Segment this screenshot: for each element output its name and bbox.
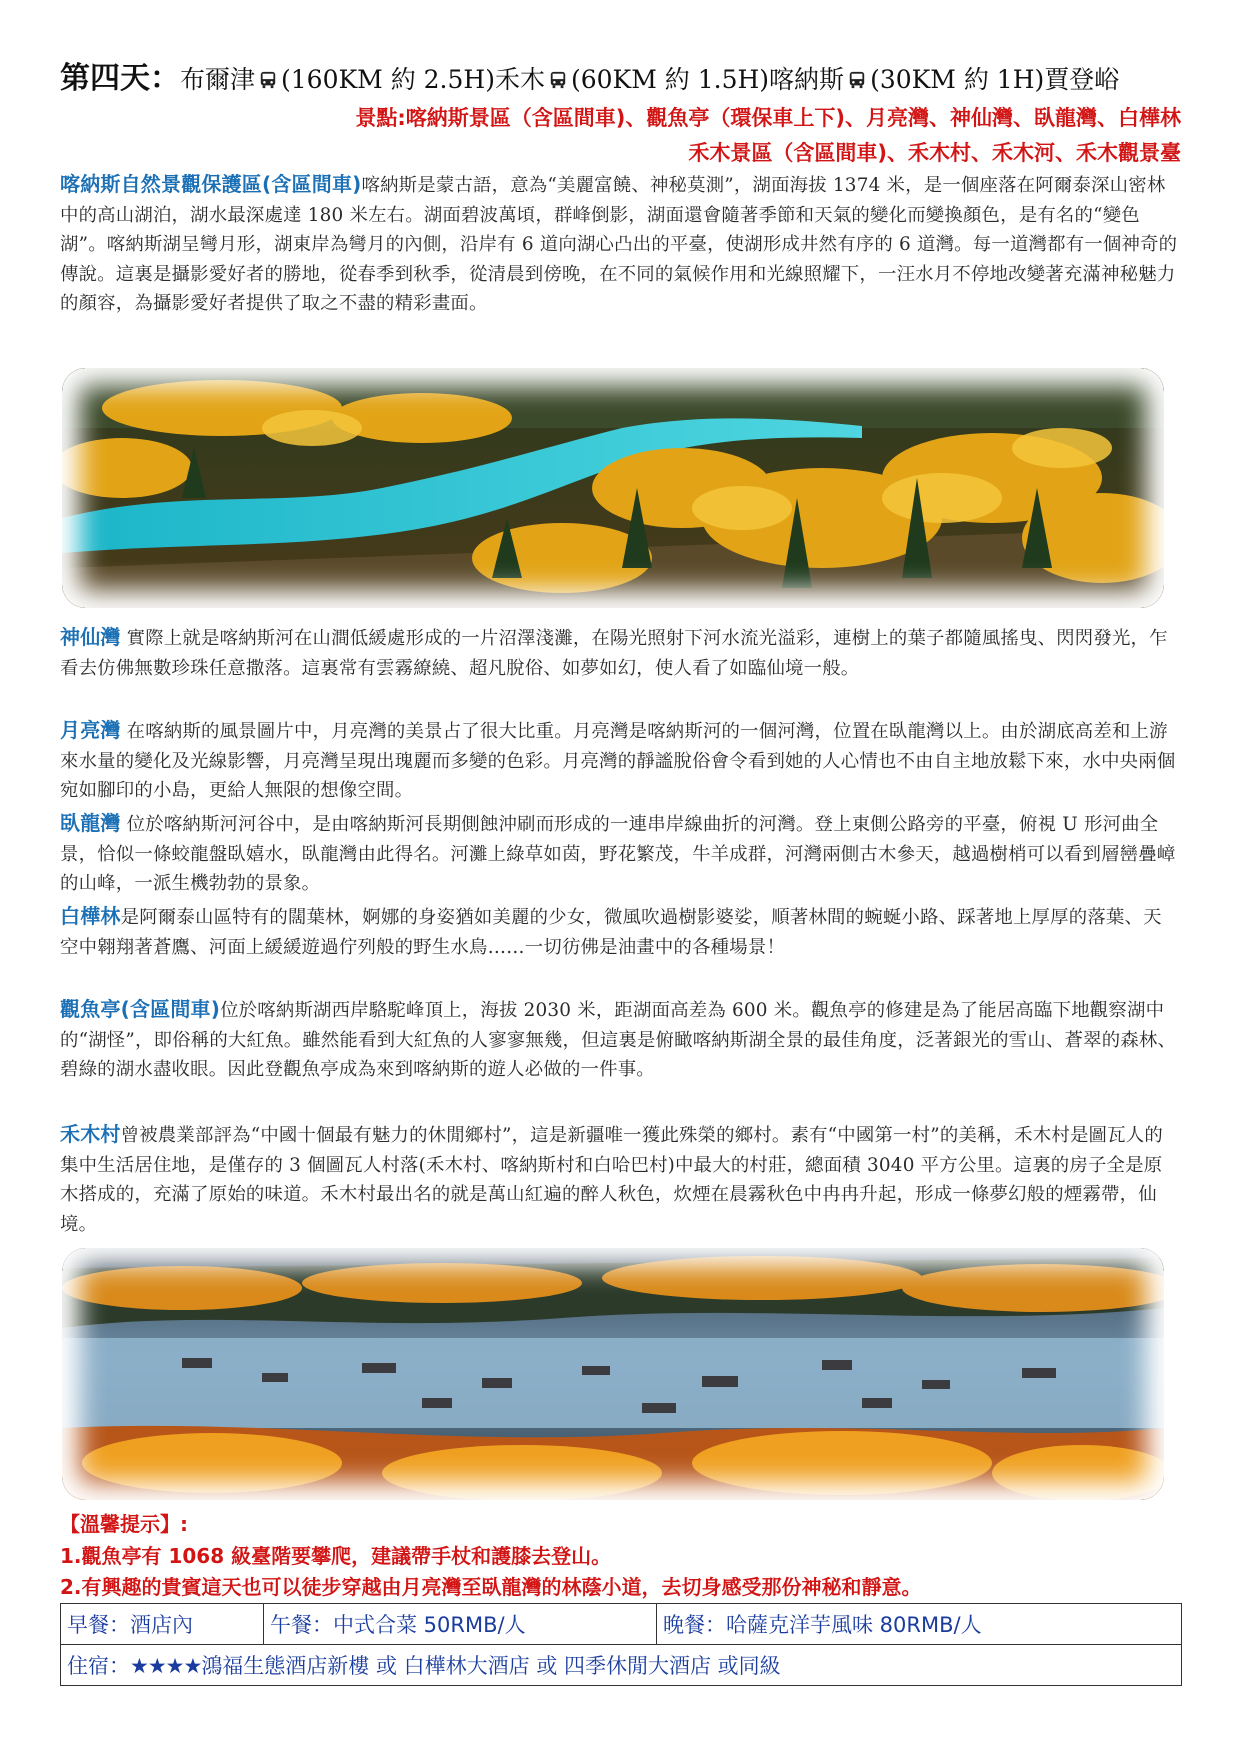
guanyu-paragraph (60, 995, 1180, 1085)
kanas-text: 喀納斯是蒙古語，意為“美麗富饒、神秘莫測”，湖面海拔 1374 米，是一個座落在阿爾泰深山密林中的高山湖泊，湖水最深處達 180 米左右。湖面碧波萬頃，群峰倒影，湖面還會隨著季節和天氣的變化而變換顏色，是有名的“變色湖”。喀納斯湖呈彎月形，湖東岸為彎月的內側，沿岸有 6 道向湖心凸出的平臺，使湖形成井然有序的 6 道灣。每一道灣都有一個神奇的傳說。這裏是攝影愛好者的勝地，從春季到秋季，從清晨到傍晚，在不同的氣候作用和光線照耀下，一汪水月不停地改變著充滿神秘魅力的顏容，為攝影愛好者提供了取之不盡的精彩畫面。 (60, 175, 1178, 314)
wolong-paragraph (60, 809, 1180, 899)
route-transit: (30KM 約 1H) (870, 65, 1045, 94)
tips-heading: 【溫馨提示】: (60, 1512, 188, 1536)
bus-icon (848, 71, 866, 89)
yueliang-text: 在喀納斯的風景圖片中，月亮灣的美景占了很大比重。月亮灣是喀納斯河的一個河灣，位置在臥龍灣以上。由於湖底高差和上游來水量的變化及光線影響，月亮灣呈現出瑰麗而多變的色彩。月亮灣的靜謐脫俗會令看到她的人心情也不由自主地放鬆下來，水中央兩個宛如腳印的小島，更給人無限的想像空間。 (60, 721, 1176, 801)
yueliang-paragraph (60, 716, 1180, 806)
photo-hemu-village (62, 1248, 1164, 1500)
star-rating-icon: ★★★★ (130, 1654, 202, 1678)
route-place: 賈登峪 (1044, 65, 1120, 94)
dinner-cell: 晚餐：哈薩克洋芋風味 80RMB/人 (657, 1604, 1182, 1645)
meals-row (61, 1604, 1182, 1645)
meals-table (60, 1603, 1182, 1686)
hemu-keyword: 禾木村 (60, 1122, 121, 1146)
lodging-row (61, 1645, 1182, 1686)
day-title (60, 62, 1190, 97)
day-label: 第四天： (60, 61, 180, 96)
route-place: 禾木 (494, 65, 545, 94)
photo-river-autumn (62, 368, 1164, 608)
route-place: 布爾津 (180, 65, 256, 94)
spots-line-2: 禾木景區（含區間車)、禾木村、禾木河、禾木觀景臺 (688, 141, 1181, 165)
spots-line-1: 景點:喀納斯景區（含區間車)、觀魚亭（環保車上下)、月亮灣、神仙灣、臥龍灣、白樺林 (355, 106, 1181, 130)
guanyu-keyword: 觀魚亭(含區間車) (60, 997, 221, 1021)
lodging-text: 鴻福生態酒店新樓 或 白樺林大酒店 或 四季休閒大酒店 或同級 (201, 1654, 781, 1678)
shenxian-keyword: 神仙灣 (60, 625, 121, 649)
baihua-keyword: 白樺林 (60, 904, 121, 928)
lunch-cell: 午餐：中式合菜 50RMB/人 (264, 1604, 657, 1645)
guanyu-text: 位於喀納斯湖西岸駱駝峰頂上，海拔 2030 米，距湖面高差為 600 米。觀魚亭的修建是為了能居高臨下地觀察湖中的“湖怪”，即俗稱的大紅魚。雖然能看到大紅魚的人寥寥無幾，但這裏是俯瞰喀納斯湖全景的最佳角度，泛著銀光的雪山、蒼翠的森林、碧綠的湖水盡收眼。因此登觀魚亭成為來到喀納斯的遊人必做的一件事。 (60, 1000, 1177, 1080)
wolong-keyword: 臥龍灣 (60, 811, 121, 835)
tip-item: 2.有興趣的貴賓這天也可以徒步穿越由月亮灣至臥龍灣的林蔭小道，去切身感受那份神秘和靜意。 (60, 1575, 922, 1599)
hemu-paragraph (60, 1120, 1180, 1239)
baihua-text: 是阿爾泰山區特有的闊葉林，婀娜的身姿猶如美麗的少女，微風吹過樹影婆娑，順著林間的蜿蜒小路、踩著地上厚厚的落葉、天空中翱翔著蒼鷹、河面上緩緩遊過佇列般的野生水鳥……一切彷佛是油畫中的各種場景！ (60, 907, 1162, 958)
lodging-prefix: 住宿： (67, 1654, 130, 1678)
route-transit: (160KM 約 2.5H) (281, 65, 495, 94)
shenxian-text: 實際上就是喀納斯河在山澗低緩處形成的一片沼澤淺灘，在陽光照射下河水流光溢彩，連樹上的葉子都隨風搖曳、閃閃發光，乍看去仿佛無數珍珠任意撒落。這裏常有雲霧繚繞、超凡脫俗、如夢如幻，使人看了如臨仙境一般。 (60, 628, 1168, 679)
tip-item: 1.觀魚亭有 1068 級臺階要攀爬，建議帶手杖和護膝去登山。 (60, 1544, 612, 1568)
kanas-keyword: 喀納斯自然景觀保護區(含區間車) (60, 172, 362, 196)
shenxian-paragraph (60, 623, 1180, 683)
wolong-text: 位於喀納斯河河谷中，是由喀納斯河長期側蝕沖刷而形成的一連串岸線曲折的河灣。登上東側公路旁的平臺，俯視 U 形河曲全景，恰似一條蛟龍盤臥嬉水，臥龍灣由此得名。河灘上綠草如茵，野花繁茂，牛羊成群，河灣兩側古木參天，越過樹梢可以看到層巒疊嶂的山峰，一派生機勃勃的景象。 (60, 814, 1176, 894)
route-transit: (60KM 約 1.5H) (570, 65, 770, 94)
baihua-paragraph (60, 902, 1180, 962)
yueliang-keyword: 月亮灣 (60, 718, 121, 742)
river-landscape-image (62, 368, 1164, 608)
bus-icon (549, 71, 567, 89)
kanas-paragraph (60, 170, 1180, 319)
breakfast-cell: 早餐：酒店內 (61, 1604, 264, 1645)
bus-icon (259, 71, 277, 89)
village-landscape-image (62, 1248, 1164, 1500)
hemu-text: 曾被農業部評為“中國十個最有魅力的休閒鄉村”，這是新疆唯一獲此殊榮的鄉村。素有“中國第一村”的美稱，禾木村是圖瓦人的集中生活居住地，是僅存的 3 個圖瓦人村落(禾木村、喀納斯村和白哈巴村)中最大的村莊，總面積 3040 平方公里。這裏的房子全是原木搭成的，充滿了原始的味道。禾木村最出名的就是萬山紅遍的醉人秋色，炊煙在晨霧秋色中冉冉升起，形成一條夢幻般的煙霧帶，仙境。 (60, 1125, 1163, 1235)
lodging-cell (61, 1645, 1182, 1686)
route-place: 喀納斯 (769, 65, 845, 94)
